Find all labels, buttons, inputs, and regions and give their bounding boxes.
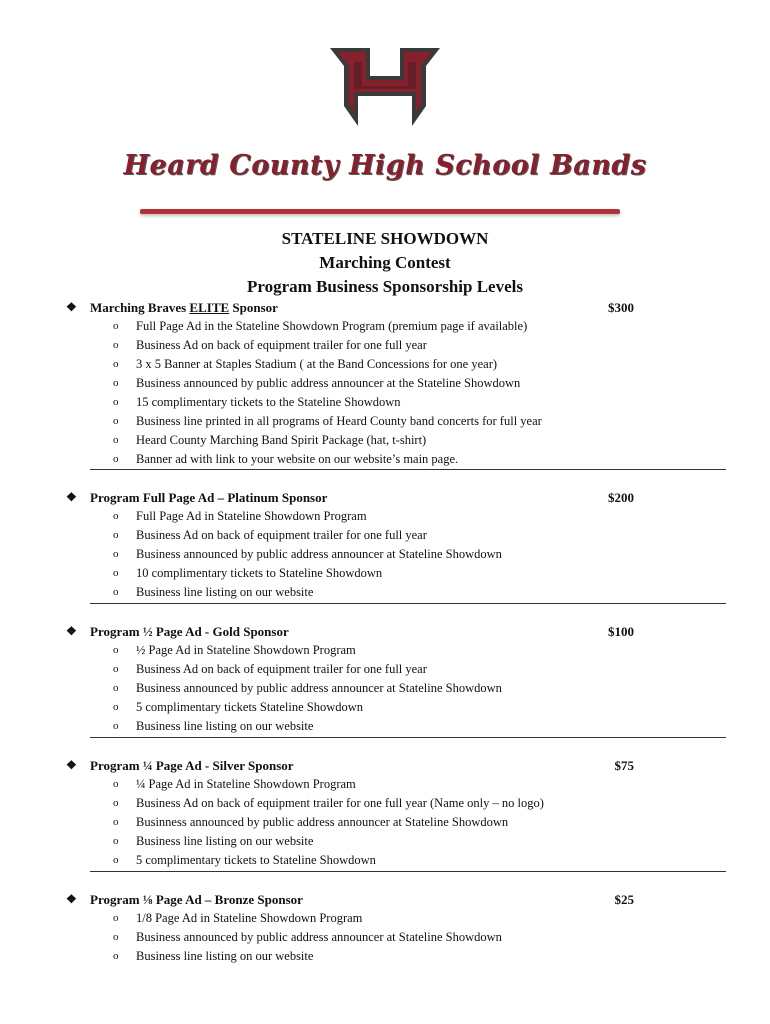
tier-silver	[0, 756, 770, 870]
diamond-bullet-icon: ❖	[66, 300, 77, 314]
list-item: o Full Page Ad in the Stateline Showdown Program (premium page if available)	[0, 317, 770, 336]
list-item: o Business line listing on our website	[0, 947, 770, 966]
tier-platinum	[0, 488, 770, 602]
circle-bullet-icon: o	[113, 778, 119, 790]
tier-price: $300	[608, 300, 634, 315]
circle-bullet-icon: o	[113, 835, 119, 847]
circle-bullet-icon: o	[113, 510, 119, 522]
circle-bullet-icon: o	[113, 320, 119, 332]
document-heading: Program Business Sponsorship Levels	[247, 277, 523, 296]
list-item: o Business announced by public address announcer at Stateline Showdown	[0, 545, 770, 564]
circle-bullet-icon: o	[113, 415, 119, 427]
circle-bullet-icon: o	[113, 377, 119, 389]
circle-bullet-icon: o	[113, 663, 119, 675]
list-item: o Business Ad on back of equipment trailer for one full year (Name only – no logo)	[0, 794, 770, 813]
circle-bullet-icon: o	[113, 816, 119, 828]
circle-bullet-icon: o	[113, 434, 119, 446]
school-title: Heard County High School Bands	[123, 150, 647, 181]
section-divider	[90, 737, 726, 738]
list-item: o 5 complimentary tickets Stateline Showdown	[0, 698, 770, 717]
event-title: STATELINE SHOWDOWN	[281, 229, 489, 248]
circle-bullet-icon: o	[113, 912, 119, 924]
list-item: o 10 complimentary tickets to Stateline Showdown	[0, 564, 770, 583]
circle-bullet-icon: o	[113, 529, 119, 541]
benefit-list	[0, 317, 770, 469]
circle-bullet-icon: o	[113, 931, 119, 943]
benefit-list	[0, 909, 770, 966]
circle-bullet-icon: o	[113, 682, 119, 694]
list-item: o 15 complimentary tickets to the Stateline Showdown	[0, 393, 770, 412]
list-item: o 5 complimentary tickets to Stateline Showdown	[0, 851, 770, 870]
circle-bullet-icon: o	[113, 797, 119, 809]
list-item: o Business line listing on our website	[0, 583, 770, 602]
list-item: o Businness announced by public address announcer at Stateline Showdown	[0, 813, 770, 832]
tier-header	[0, 890, 770, 909]
tier-header	[0, 488, 770, 507]
circle-bullet-icon: o	[113, 854, 119, 866]
tier-name: Program Full Page Ad – Platinum Sponsor	[90, 490, 328, 505]
tier-name: Program ½ Page Ad - Gold Sponsor	[90, 624, 289, 639]
circle-bullet-icon: o	[113, 396, 119, 408]
benefit-list	[0, 775, 770, 870]
diamond-bullet-icon: ❖	[66, 490, 77, 504]
tier-elite	[0, 298, 770, 469]
list-item: o ¼ Page Ad in Stateline Showdown Program	[0, 775, 770, 794]
circle-bullet-icon: o	[113, 701, 119, 713]
event-subtitle: Marching Contest	[319, 253, 451, 272]
list-item: o Full Page Ad in Stateline Showdown Program	[0, 507, 770, 526]
tier-price: $100	[608, 624, 634, 639]
list-item: o Business line listing on our website	[0, 832, 770, 851]
list-item: o Banner ad with link to your website on our website’s main page.	[0, 450, 770, 469]
section-divider	[90, 603, 726, 604]
list-item: o Heard County Marching Band Spirit Package (hat, t-shirt)	[0, 431, 770, 450]
tier-name: Program ¼ Page Ad - Silver Sponsor	[90, 758, 294, 773]
list-item: o Business line printed in all programs of Heard County band concerts for full year	[0, 412, 770, 431]
tier-header	[0, 298, 770, 317]
benefit-list	[0, 507, 770, 602]
circle-bullet-icon: o	[113, 453, 119, 465]
circle-bullet-icon: o	[113, 548, 119, 560]
tier-gold	[0, 622, 770, 736]
section-divider	[90, 871, 726, 872]
circle-bullet-icon: o	[113, 720, 119, 732]
list-item: o ½ Page Ad in Stateline Showdown Program	[0, 641, 770, 660]
diamond-bullet-icon: ❖	[66, 892, 77, 906]
tier-name: Marching Braves ELITE Sponsor	[90, 300, 278, 315]
list-item: o 3 x 5 Banner at Staples Stadium ( at the Band Concessions for one year)	[0, 355, 770, 374]
tier-price: $75	[614, 758, 634, 773]
diamond-bullet-icon: ❖	[66, 624, 77, 638]
list-item: o Business announced by public address announcer at Stateline Showdown	[0, 679, 770, 698]
tier-name: Program ⅛ Page Ad – Bronze Sponsor	[90, 892, 303, 907]
circle-bullet-icon: o	[113, 586, 119, 598]
circle-bullet-icon: o	[113, 644, 119, 656]
section-divider	[90, 469, 726, 470]
tier-price: $25	[614, 892, 634, 907]
circle-bullet-icon: o	[113, 950, 119, 962]
list-item: o Business Ad on back of equipment trailer for one full year	[0, 526, 770, 545]
list-item: o Business Ad on back of equipment trailer for one full year	[0, 336, 770, 355]
circle-bullet-icon: o	[113, 358, 119, 370]
tier-header	[0, 756, 770, 775]
list-item: o 1/8 Page Ad in Stateline Showdown Program	[0, 909, 770, 928]
benefit-list	[0, 641, 770, 736]
list-item: o Business announced by public address announcer at the Stateline Showdown	[0, 374, 770, 393]
title-divider	[140, 209, 620, 214]
circle-bullet-icon: o	[113, 339, 119, 351]
school-h-logo	[326, 42, 444, 132]
circle-bullet-icon: o	[113, 567, 119, 579]
tier-bronze	[0, 890, 770, 966]
list-item: o Business announced by public address announcer at Stateline Showdown	[0, 928, 770, 947]
tier-price: $200	[608, 490, 634, 505]
list-item: o Business line listing on our website	[0, 717, 770, 736]
diamond-bullet-icon: ❖	[66, 758, 77, 772]
list-item: o Business Ad on back of equipment trailer for one full year	[0, 660, 770, 679]
tier-header	[0, 622, 770, 641]
